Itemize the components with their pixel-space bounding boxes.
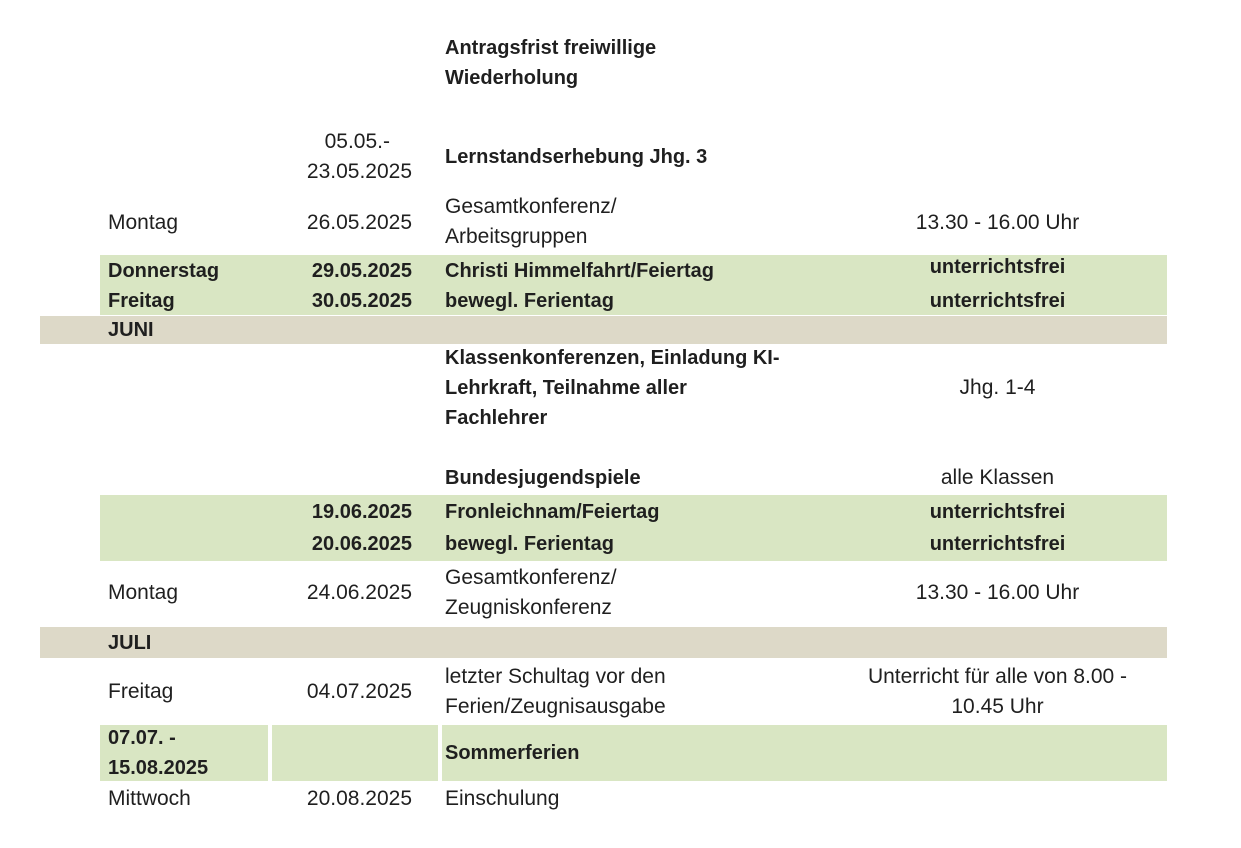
event-antragsfrist: Antragsfrist freiwillige Wiederholung <box>445 37 657 89</box>
date-range-sommerferien: 07.07. - 15.08.2025 <box>108 727 209 779</box>
month-label-juli: JULI <box>108 632 152 654</box>
date-lernstand: 05.05.- 23.05.2025 <box>306 130 412 183</box>
note-time: 13.30 - 16.00 Uhr <box>915 581 1080 604</box>
event-letzter-schultag: letzter Schultag vor den Ferien/Zeugnisausgabe <box>445 665 666 718</box>
month-bar-juli <box>40 627 1167 658</box>
note-unterrichtsfrei: unterrichtsfrei <box>929 533 1066 555</box>
month-bar-juni <box>40 316 1167 344</box>
date-20-06: 20.06.2025 <box>311 533 412 555</box>
event-ferientag: bewegl. Ferientag <box>445 290 614 312</box>
event-christi-himmelfahrt: Christi Himmelfahrt/Feiertag <box>445 260 714 282</box>
date-04-07: 04.07.2025 <box>306 680 412 703</box>
date-24-06: 24.06.2025 <box>306 581 412 604</box>
note-unterrichtsfrei: unterrichtsfrei <box>929 290 1066 312</box>
day-mittwoch: Mittwoch <box>108 787 191 810</box>
note-unterrichtsfrei: unterrichtsfrei <box>929 501 1066 523</box>
cell-gap <box>438 725 442 781</box>
event-fronleichnam: Fronleichnam/Feiertag <box>445 501 660 523</box>
note-jahrgang: Jhg. 1-4 <box>959 376 1036 399</box>
note-unterrichtsfrei: unterrichtsfrei <box>929 256 1066 278</box>
event-bundesjugendspiele: Bundesjugendspiele <box>445 467 641 489</box>
event-ferientag-juni: bewegl. Ferientag <box>445 533 614 555</box>
date-19-06: 19.06.2025 <box>311 501 412 523</box>
date-29-05: 29.05.2025 <box>311 260 412 282</box>
event-klassenkonferenzen: Klassenkonferenzen, Einladung KI- Lehrkraft, Teilnahme aller Fachlehrer <box>445 347 780 429</box>
event-einschulung: Einschulung <box>445 787 560 810</box>
note-time: 13.30 - 16.00 Uhr <box>915 211 1080 234</box>
date-30-05: 30.05.2025 <box>311 290 412 312</box>
event-sommerferien: Sommerferien <box>445 742 580 764</box>
day-freitag: Freitag <box>108 290 175 312</box>
event-gesamtkonferenz: Gesamtkonferenz/ Arbeitsgruppen <box>445 195 617 248</box>
month-label-juni: JUNI <box>108 319 154 341</box>
note-unterricht: Unterricht für alle von 8.00 - 10.45 Uhr <box>867 665 1128 718</box>
event-lernstandserhebung: Lernstandserhebung Jhg. 3 <box>445 146 708 168</box>
day-donnerstag: Donnerstag <box>108 260 220 282</box>
note-alle-klassen: alle Klassen <box>940 466 1055 489</box>
date-26-05: 26.05.2025 <box>306 211 412 234</box>
day-montag: Montag <box>108 211 179 234</box>
day-freitag: Freitag <box>108 680 174 703</box>
event-zeugniskonferenz: Gesamtkonferenz/ Zeugniskonferenz <box>445 566 617 619</box>
day-montag: Montag <box>108 581 179 604</box>
cell-gap <box>268 725 272 781</box>
date-20-08: 20.08.2025 <box>306 787 412 810</box>
